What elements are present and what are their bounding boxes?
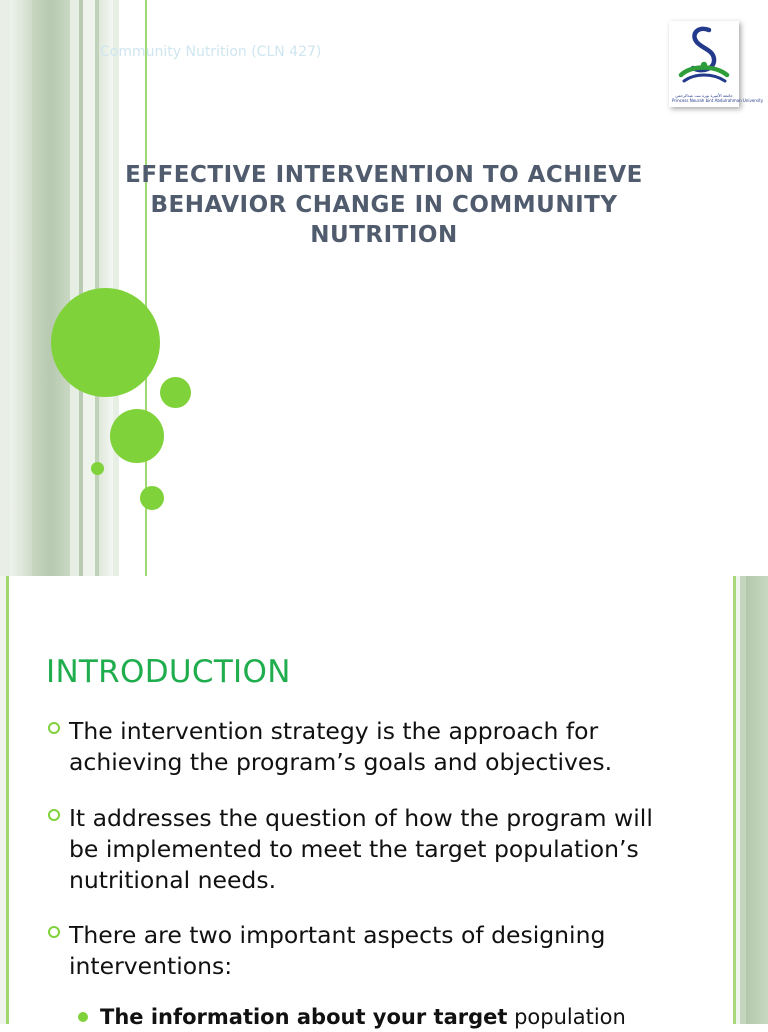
decorative-stripe [83,0,95,576]
sub-bullet-item [78,1002,626,1032]
university-logo [669,21,764,107]
decorative-circle-small [140,486,164,510]
decorative-circle-tiny [91,462,104,475]
logo-english-text: Princess Nourah bint Abdulrahman University [672,98,764,103]
university-logo-icon [669,21,739,93]
decorative-circle-large [51,288,160,397]
decorative-circle-small [160,377,191,408]
slide-title: EFFECTIVE INTERVENTION TO ACHIEVE BEHAVIOR CHANGE IN COMMUNITY NUTRITION [125,162,643,248]
section-title: INTRODUCTION [46,654,291,690]
bullet-ring-icon [48,926,60,938]
bullet-item [47,803,687,896]
left-edge-band [0,0,10,576]
decorative-stripe [70,0,79,576]
bullet-ring-icon [48,809,60,821]
decorative-stripe [746,576,768,1024]
bullet-item [47,920,687,982]
sub-bullet-bold-text: The information about your target [100,1005,508,1029]
bullet-text: The intervention strategy is the approach for achieving the program’s goals and objectives. [69,717,613,776]
course-header: Community Nutrition (CLN 427) [100,44,322,60]
bullet-text: There are two important aspects of designing interventions: [69,921,606,980]
sub-bullet-text: population [507,1005,626,1029]
bullet-ring-icon [48,722,60,734]
decorative-green-line [6,576,9,1024]
decorative-circle-medium [110,409,164,463]
bullet-dot-icon [78,1012,88,1022]
bullet-text: It addresses the question of how the program will be implemented to meet the target population’s nutritional needs. [69,804,653,894]
content-slide [0,576,768,1029]
bullet-item [47,716,687,778]
decorative-stripe [32,0,70,576]
logo-arabic-text: جامعة الأميرة نورة بنت عبدالرحمن [675,93,733,98]
decorative-stripe [10,0,32,576]
